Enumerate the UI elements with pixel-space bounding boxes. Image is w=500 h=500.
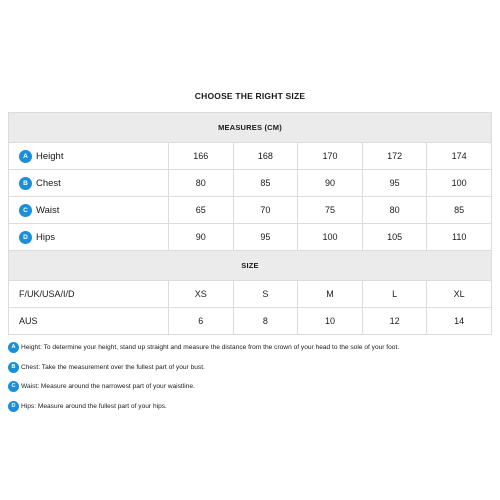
note-hips [8,397,492,417]
badge-b-icon: B [19,177,32,190]
table-cell: 14 [427,308,492,335]
page-title: CHOOSE THE RIGHT SIZE [194,91,306,101]
table-cell: 95 [233,224,298,251]
table-cell: 12 [362,308,427,335]
table-cell: 168 [233,143,298,170]
badge-a-icon: A [8,342,19,353]
row-label-waist [9,197,169,224]
row-label-height [9,143,169,170]
badge-d-icon: D [19,231,32,244]
table-row-waist [9,197,492,224]
table-cell: XL [427,281,492,308]
table-cell: 174 [427,143,492,170]
table-cell: 95 [362,170,427,197]
table-cell: 100 [298,224,363,251]
badge-a-icon: A [19,150,32,163]
table-row-size-eu [9,281,492,308]
row-label-text: Chest [36,177,61,189]
measurement-notes [8,338,492,416]
note-chest [8,358,492,378]
table-cell: 172 [362,143,427,170]
row-label-hips [9,224,169,251]
note-text: Chest: Take the measurement over the fullest part of your bust. [21,363,205,371]
table-cell: 100 [427,170,492,197]
badge-c-icon: C [19,204,32,217]
note-text: Hips: Measure around the fullest part of your hips. [21,402,167,410]
table-cell: 80 [169,170,234,197]
measures-header-row [9,113,492,143]
row-label-text: Hips [36,231,56,243]
note-text: Waist: Measure around the narrowest part of your waistline. [21,383,195,391]
table-row-hips [9,224,492,251]
table-row-chest [9,170,492,197]
row-label: F/UK/USA/I/D [9,281,169,308]
table-cell: 80 [362,197,427,224]
table-row-size-aus [9,308,492,335]
table-cell: 10 [298,308,363,335]
table-cell: L [362,281,427,308]
table-row-height [9,143,492,170]
note-height [8,338,492,358]
table-cell: XS [169,281,234,308]
badge-c-icon: C [8,381,19,392]
badge-d-icon: D [8,401,19,412]
row-label: AUS [9,308,169,335]
table-cell: 85 [233,170,298,197]
note-waist [8,377,492,397]
note-text: Height: To determine your height, stand up straight and measure the distance from the crown of your head to the sole of your foot. [21,344,400,352]
table-cell: 90 [169,224,234,251]
table-cell: 85 [427,197,492,224]
size-chart-table [8,112,492,335]
size-header-row [9,251,492,281]
row-label-text: Waist [36,204,60,216]
table-cell: 166 [169,143,234,170]
measures-header: MEASURES (CM) [9,113,492,143]
table-cell: S [233,281,298,308]
table-cell: 75 [298,197,363,224]
badge-b-icon: B [8,362,19,373]
row-label-text: Height [36,150,64,162]
table-cell: 105 [362,224,427,251]
table-cell: M [298,281,363,308]
table-cell: 90 [298,170,363,197]
table-cell: 110 [427,224,492,251]
table-cell: 170 [298,143,363,170]
table-cell: 65 [169,197,234,224]
size-header: SIZE [9,251,492,281]
table-cell: 6 [169,308,234,335]
row-label-chest [9,170,169,197]
table-cell: 70 [233,197,298,224]
table-cell: 8 [233,308,298,335]
